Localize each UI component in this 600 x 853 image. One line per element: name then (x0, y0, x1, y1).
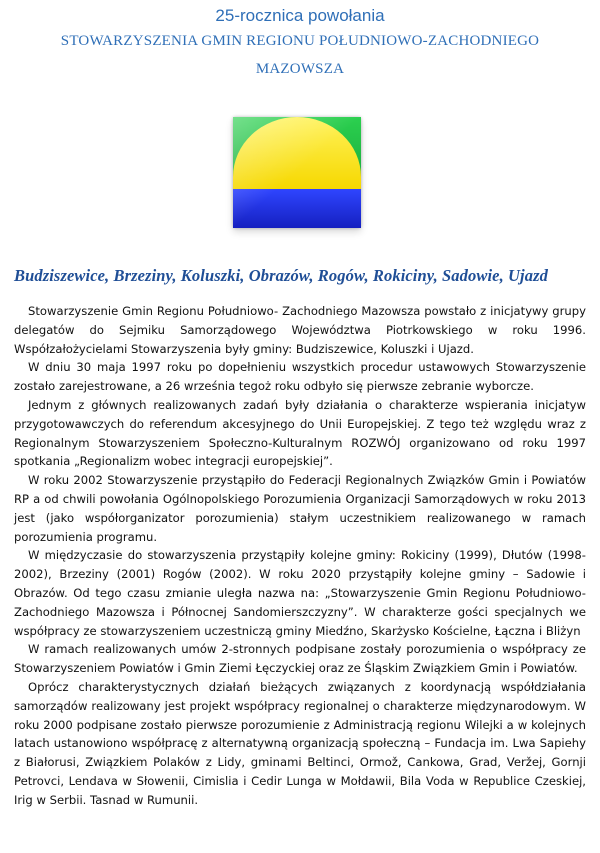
page-header (0, 6, 600, 82)
association-region: MAZOWSZA (255, 61, 345, 77)
anniversary-title: 25-rocznica powołania (215, 6, 385, 25)
paragraph: Jednym z głównych realizowanych zadań były działania o charakterze wspierania inicjatyw przygotowawczych do referendum akcesyjnego do Unii Europejskiej. Z tego też względu wraz z Regionalnym Stowarzyszeniem Społeczno-Kulturalnym ROZWÓJ organizowano od roku 1997 spotkania „Regionalizm wobec integracji europejskiej”. (14, 397, 586, 469)
member-municipalities: Budziszewice, Brzeziny, Koluszki, Obrazów, Rogów, Rokiciny, Sadowie, Ujazd (14, 266, 548, 285)
association-logo (233, 117, 361, 228)
history-text (14, 302, 586, 810)
paragraph: W ramach realizowanych umów 2-stronnych podpisane zostały porozumienia o współpracy ze Stowarzyszeniem Powiatów i Gmin Ziemi Łęczyckiej oraz ze Śląskim Związkiem Gmin i Powiatów. (14, 642, 586, 676)
paragraph: W roku 2002 Stowarzyszenie przystąpiło do Federacji Regionalnych Związków Gmin i Powiatów RP a od chwili powołania Ogólnopolskiego Porozumienia Organizacji Samorządowych w roku 2013 jest (jako współorganizator porozumienia) stałym uczestnikiem realizowanego w ramach porozumienia programu. (14, 473, 586, 544)
logo-graphic (233, 117, 361, 228)
paragraph: Stowarzyszenie Gmin Regionu Południowo- Zachodniego Mazowsza powstało z inicjatywy grupy delegatów do Sejmiku Samorządowego Województwa Piotrkowskiego w roku 1996. Współzałożycielami Stowarzyszenia były gminy: Budziszewice, Koluszki i Ujazd. (14, 304, 586, 356)
paragraph: W dniu 30 maja 1997 roku po dopełnieniu wszystkich procedur ustawowych Stowarzyszenie zostało zarejestrowane, a 26 września tegoż roku odbyło się pierwsze zebranie wyborcze. (14, 360, 586, 394)
paragraph: Oprócz charakterystycznych działań bieżących związanych z koordynacją współdziałania samorządów realizowany jest projekt współpracy regionalnej o charakterze międzynarodowym. W roku 2000 podpisane zostało pierwsze porozumienie z Administracją regionu Wilejki a w kolejnych latach ustanowiono współpracę z alternatywną organizacją społeczną – Fundacja im. Lwa Sapiehy z Białorusi, Związkiem Polaków z Lidy, gminami Beltinci, Ormož, Cankowa, Grad, Veržej, Gornji Petrovci, Lendava w Słowenii, Cimislia i Cedir Lunga w Mołdawii, Bila Voda w Republice Czeskiej, Irig w Serbii. Tasnad w Rumunii. (14, 679, 586, 807)
association-name: STOWARZYSZENIA GMIN REGIONU POŁUDNIOWO-ZACHODNIEGO (60, 33, 540, 49)
paragraph: W międzyczasie do stowarzyszenia przystąpiły kolejne gminy: Rokiciny (1999), Dłutów (1998-2002), Brzeziny (2001) Rogów (2002). W roku 2020 przystąpiły kolejne gminy – Sadowie i Obrazów. Od tego czasu zmianie uległa nazwa na: „Stowarzyszenie Gmin Regionu Południowo-Zachodniego Mazowsza i Północnej Sandomierszczyzny”. W charakterze gości specjalnych we współpracy ze stowarzyszeniem uczestniczą gminy Miedźno, Skarżysko Kościelne, Łączna i Bliżyn (14, 548, 586, 638)
